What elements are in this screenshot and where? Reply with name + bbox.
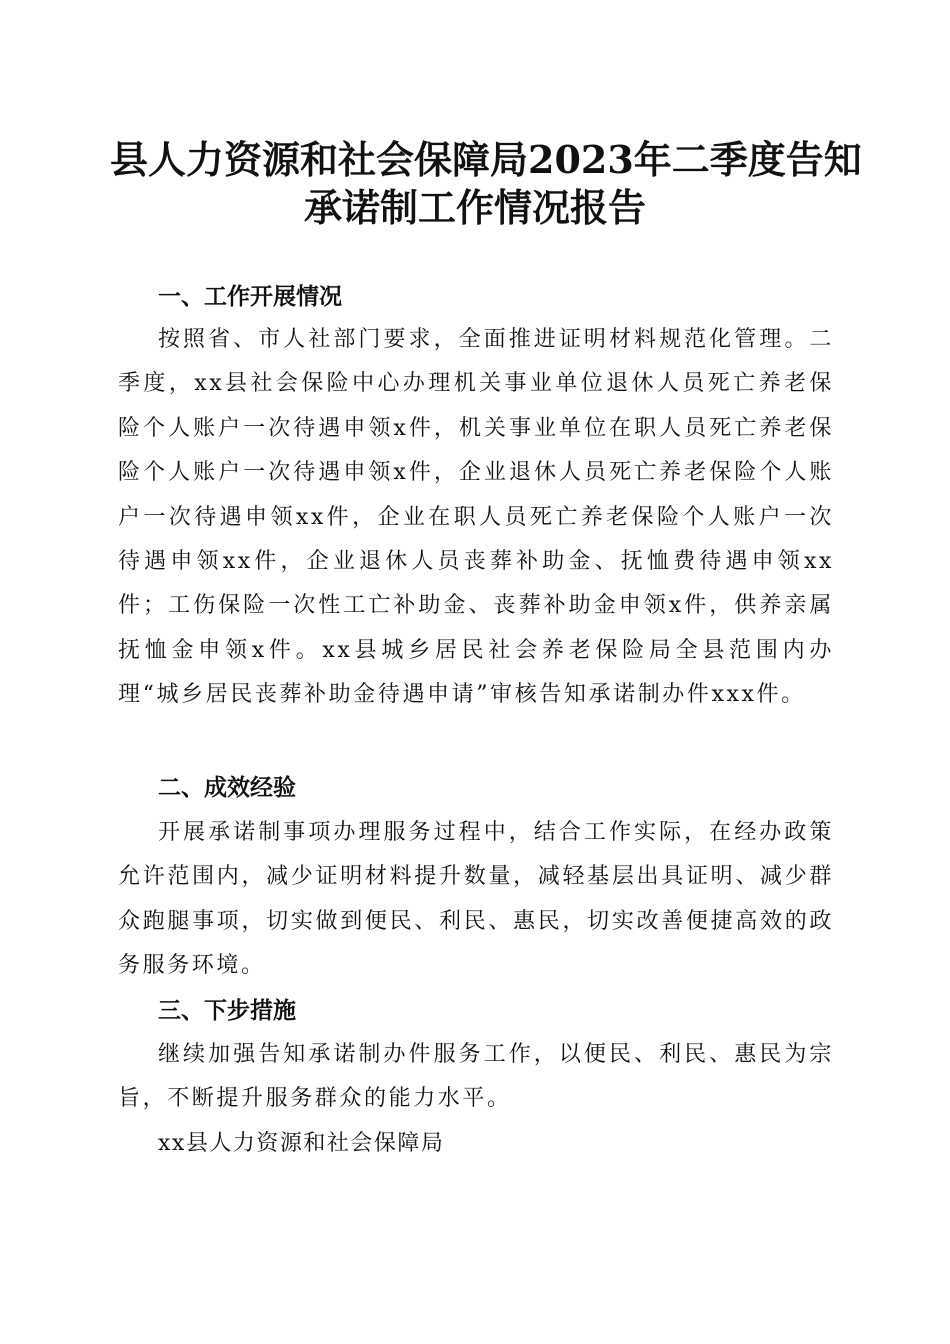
title-line-2: 承诺制工作情况报告: [303, 185, 646, 230]
document-title: [110, 136, 862, 232]
section-3-paragraph: 继续加强告知承诺制办件服务工作，以便民、利民、惠民为宗旨，不断提升服务群众的能力水平。: [118, 1042, 834, 1112]
section-1-heading: 一、工作开展情况: [158, 284, 342, 310]
section-2-heading: 二、成效经验: [158, 775, 296, 801]
signature-organization: xx县人力资源和社会保障局: [158, 1131, 445, 1156]
section-1-paragraph: 按照省、市人社部门要求，全面推进证明材料规范化管理。二季度，xx县社会保险中心办理机关事业单位退休人员死亡养老保险个人账户一次待遇申领x件，机关事业单位在职人员死亡养老保险个人账户一次待遇申领x件，企业退休人员死亡养老保险个人账户一次待遇申领xx件，企业在职人员死亡养老保险个人账户一次待遇申领xx件，企业退休人员丧葬补助金、抚恤费待遇申领xx件；工伤保险一次性工亡补助金、丧葬补助金申领x件，供养亲属抚恤金申领x件。xx县城乡居民社会养老保险局全县范围内办理“城乡居民丧葬补助金待遇申请”审核告知承诺制办件xxx件。: [118, 327, 834, 708]
section-2-paragraph: 开展承诺制事项办理服务过程中，结合工作实际，在经办政策允许范围内，减少证明材料提升数量，减轻基层出具证明、减少群众跑腿事项，切实做到便民、利民、惠民，切实改善便捷高效的政务服务环境。: [118, 820, 834, 979]
title-line-1: 县人力资源和社会保障局2023年二季度告知: [110, 137, 862, 182]
section-3-heading: 三、下步措施: [158, 998, 296, 1024]
